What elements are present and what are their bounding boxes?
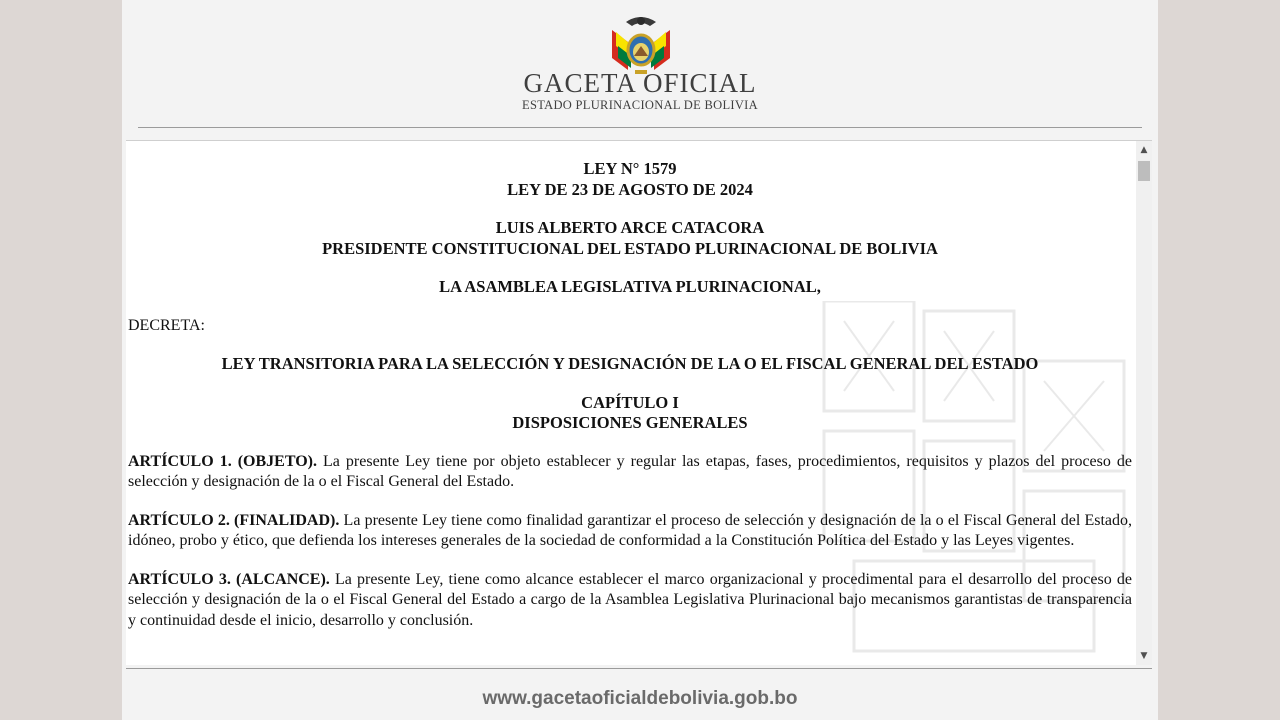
article-text: La presente Ley tiene como finalidad garantizar el proceso de selección y designación de la o el Fiscal General del Estado, idóneo, probo y ético, que defienda los intereses generales de la sociedad de conformidad a la Constitución Política del Estado y las Leyes vigentes. xyxy=(128,511,1133,549)
chapter-title: DISPOSICIONES GENERALES xyxy=(512,413,748,432)
article-text: La presente Ley tiene por objeto establecer y regular las etapas, fases, procedimientos, requisitos y plazos del proceso de selección y designación de la o el Fiscal General del Estado. xyxy=(128,452,1133,490)
president-name: LUIS ALBERTO ARCE CATACORA xyxy=(495,218,765,237)
top-divider xyxy=(138,127,1142,128)
article-3 xyxy=(128,570,1132,632)
article-2 xyxy=(128,511,1132,552)
bottom-divider xyxy=(126,668,1152,669)
scroll-thumb[interactable] xyxy=(1138,161,1150,181)
article-1 xyxy=(128,452,1132,493)
law-number: LEY N° 1579 xyxy=(583,159,677,178)
president-title: PRESIDENTE CONSTITUCIONAL DEL ESTADO PLURINACIONAL DE BOLIVIA xyxy=(322,238,938,258)
document-viewer[interactable] xyxy=(126,140,1152,665)
law-date: LEY DE 23 DE AGOSTO DE 2024 xyxy=(507,179,753,199)
law-title: LEY TRANSITORIA PARA LA SELECCIÓN Y DESIGNACIÓN DE LA O EL FISCAL GENERAL DEL ESTADO xyxy=(221,354,1039,373)
article-label: ARTÍCULO 3. (ALCANCE). xyxy=(128,570,330,588)
assembly-line: LA ASAMBLEA LEGISLATIVA PLURINACIONAL, xyxy=(439,277,821,296)
footer-url: www.gacetaoficialdebolivia.gob.bo xyxy=(482,688,798,709)
scroll-down-arrow-icon[interactable]: ▼ xyxy=(1140,651,1148,661)
vertical-scrollbar[interactable] xyxy=(1136,141,1152,665)
scroll-up-arrow-icon[interactable]: ▲ xyxy=(1140,145,1148,155)
chapter-number: CAPÍTULO I xyxy=(581,392,679,412)
gazette-subtitle: ESTADO PLURINACIONAL DE BOLIVIA xyxy=(522,98,758,112)
page xyxy=(122,0,1158,720)
article-label: ARTÍCULO 2. (FINALIDAD). xyxy=(128,511,340,529)
gazette-title: GACETA OFICIAL xyxy=(523,68,757,98)
article-label: ARTÍCULO 1. (OBJETO). xyxy=(128,452,317,470)
decreta-label: DECRETA: xyxy=(128,316,205,334)
article-text: La presente Ley, tiene como alcance establecer el marco organizacional y procedimental para el desarrollo del proceso de selección y designación de la o el Fiscal General del Estado a cargo de la Asamblea Legislativa Plurinacional bajo mecanismos garantistas de transparencia y continuidad desde el inicio, desarrollo y conclusión. xyxy=(128,570,1132,629)
masthead xyxy=(122,0,1158,128)
document-content xyxy=(128,159,1132,631)
